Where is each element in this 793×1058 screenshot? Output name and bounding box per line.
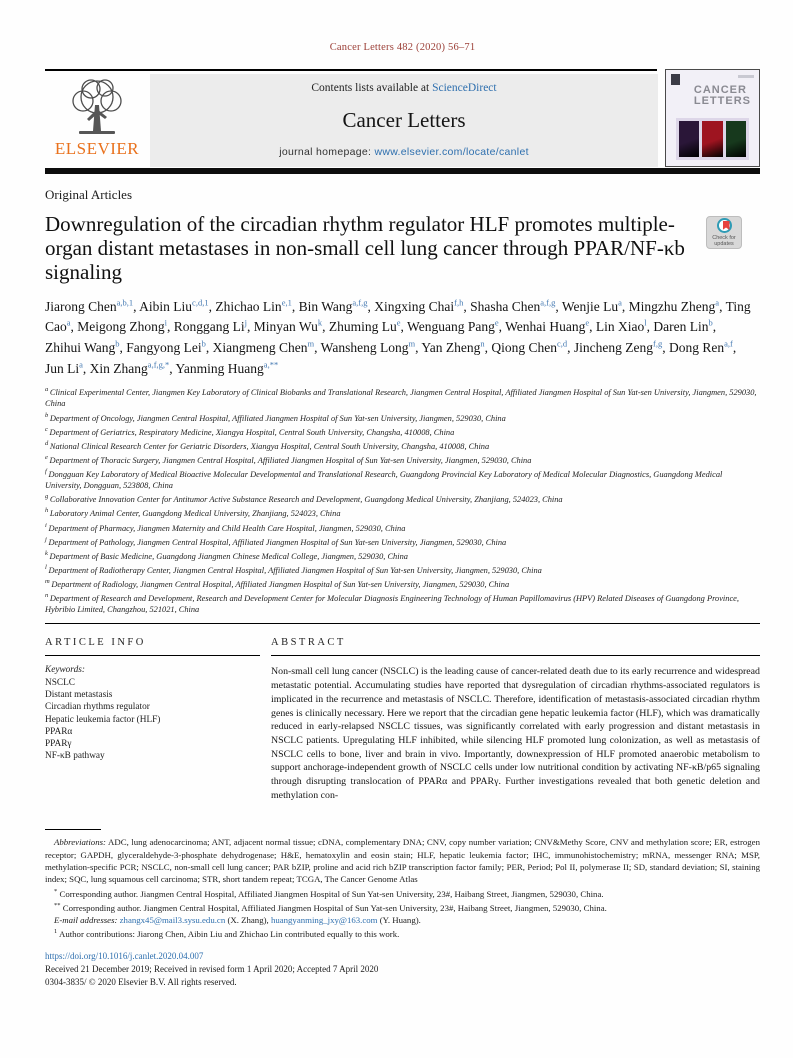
contrib-text: Author contributions: Jiarong Chen, Aibin Liu and Zhichao Lin contributed equally to this work. — [57, 929, 400, 940]
footnote-separator-rule — [45, 829, 101, 830]
journal-header — [45, 69, 760, 174]
author: Xiangmeng Chen$^m$, — [212, 338, 321, 356]
cover-journal-title — [694, 85, 751, 107]
affiliation: $^m$ Department of Radiology, Jiangmen Central Hospital, Affiliated Jiangmen Hospital of Sun Yat-sen University, Jiangmen, 529030, China — [45, 577, 510, 589]
email-addresses-line — [45, 914, 760, 926]
affiliation-list — [45, 384, 760, 615]
author: Dong Ren$^{a,f}$, — [668, 338, 737, 356]
author: Jun Li$^a$, — [45, 359, 90, 376]
author: Ronggang Li$^j$, — [173, 317, 254, 335]
corr1-text: Corresponding author. Jiangmen Central Hospital, Affiliated Jiangmen Hospital of Sun Yat-sen University, 23#, Haibang Street, Jiangmen, 529030, China. — [57, 888, 604, 899]
affiliation: $^a$ Clinical Experimental Center, Jiangmen Key Laboratory of Clinical Biobanks and Translational Research, Jiangmen Central Hospital, Affiliated Jiangmen Hospital of Sun Yat-sen University, Jiangmen, 529030, China — [45, 386, 757, 409]
author: Bin Wang$^{a,f,g}$, — [298, 297, 375, 314]
affiliation: $^h$ Laboratory Animal Center, Guangdong Medical University, Zhanjiang, 524023, China — [45, 507, 341, 519]
author: Minyan Wu$^k$, — [253, 317, 329, 335]
keyword-item: Circadian rhythms regulator — [45, 702, 150, 713]
author-contributions-note — [45, 926, 760, 940]
abbreviations-text: ADC, lung adenocarcinoma; ANT, adjacent normal tissue; cDNA, complementary DNA; CNV, copy number variation; CNV&Methy Score, CNV and methylation score; ER, estrogen receptor; GAPDH, glyceraldehyde-3-phosphate dehydrogenase; H&E, hematoxylin and eosin stain; HLF, hepatic leukemia factor; IHC, immunohistochemistry; mRNA, messenger RNA; MSP, methylation-specific PCR; NSCLC, non-small cell lung cancer; PAR bZIP, proline and acid rich bZIP transcription factor family; PER, Period; Pol II, polymerase II; SD, standard deviation; SI, staining index; SQC, lung squamous cell carcinoma; STR, short tandem repeat; TCGA, The Cancer Genome Atlas — [45, 837, 760, 885]
author: Meigong Zhong$^i$, — [77, 317, 174, 335]
corr2-marker: ** — [54, 901, 61, 909]
author: Zhichao Lin$^{e,1}$, — [215, 297, 299, 314]
section-divider-rule — [45, 623, 760, 624]
contrib-marker: 1 — [54, 928, 58, 936]
author: Mingzhu Zheng$^a$, — [628, 297, 726, 314]
cover-publisher-mark-icon — [671, 74, 680, 85]
affiliation: $^e$ Department of Thoracic Surgery, Jiangmen Central Hospital, Affiliated Jiangmen Hospital of Sun Yat-sen University, Jiangmen, 529030, China — [45, 453, 532, 465]
abbreviations-note — [45, 836, 760, 885]
author: Jincheng Zeng$^{f,g}$, — [573, 338, 669, 356]
affiliation: $^i$ Department of Pharmacy, Jiangmen Maternity and Child Health Care Hospital, Jiangmen, 529030, China — [45, 521, 406, 533]
author: Jiarong Chen$^{a,b,1}$, — [45, 297, 140, 314]
elsevier-logo — [47, 75, 147, 165]
journal-banner — [150, 74, 658, 167]
check-for-updates-icon — [717, 218, 732, 233]
cover-panel-image — [679, 121, 699, 157]
contents-line — [311, 82, 496, 94]
keyword-item: Distant metastasis — [45, 689, 113, 700]
email-link-zhang[interactable]: zhangx45@mail3.sysu.edu.cn — [119, 915, 226, 926]
abstract-heading: ABSTRACT — [271, 637, 760, 656]
author: Xin Zhang$^{a,f,g,*}$, — [89, 359, 176, 376]
corresponding-author-note-1 — [45, 886, 760, 900]
corresponding-author-note-2 — [45, 900, 760, 914]
author: Wenhai Huang$^e$, — [505, 317, 596, 335]
affiliation: $^d$ National Clinical Research Center for Geriatric Disorders, Xiangya Hospital, Central South University, Changsha, 410008, China — [45, 439, 490, 451]
article-type-label: Original Articles — [45, 187, 133, 202]
journal-cover-thumbnail — [665, 69, 760, 167]
header-top-rule — [45, 69, 657, 71]
author: Aibin Liu$^{c,d,1}$, — [139, 297, 216, 314]
author: Qiong Chen$^{c,d}$, — [491, 338, 574, 356]
article-info-column — [45, 637, 260, 802]
email-link-huang[interactable]: huangyanming_jxy@163.com — [270, 915, 378, 926]
author: Wenguang Pang$^e$, — [407, 317, 506, 335]
homepage-link[interactable]: www.elsevier.com/locate/canlet — [374, 146, 529, 158]
keywords-block — [45, 664, 260, 762]
header-bottom-bar — [45, 168, 760, 174]
email-label: E-mail addresses: — [54, 915, 118, 926]
article-title: Downregulation of the circadian rhythm regulator HLF promotes multiple-organ distant metastases in non-small cell lung cancer through PPAR/NF-κb signaling — [45, 212, 685, 284]
doi-link[interactable]: https://doi.org/10.1016/j.canlet.2020.04.007 — [45, 950, 204, 961]
keywords-label: Keywords: — [45, 665, 85, 676]
author: Wansheng Long$^m$, — [320, 338, 422, 356]
keyword-item: NF-κB pathway — [45, 751, 105, 762]
received-dates: Received 21 December 2019; Received in revised form 1 April 2020; Accepted 7 April 2020 — [45, 963, 379, 974]
affiliation: $^c$ Department of Geriatrics, Respiratory Medicine, Xiangya Hospital, Central South University, Changsha, 410008, China — [45, 425, 455, 437]
author: Shasha Chen$^{a,f,g}$, — [470, 297, 562, 314]
journal-title: Cancer Letters — [342, 107, 466, 132]
cover-panel-image — [702, 121, 722, 157]
elsevier-wordmark: ELSEVIER — [54, 139, 140, 158]
affiliation: $^k$ Department of Basic Medicine, Guangdong Jiangmen Chinese Medical College, Jiangmen, 529030, China — [45, 549, 408, 561]
author: Zhuming Lu$^e$, — [328, 317, 408, 335]
author: Lin Xiao$^l$, — [595, 317, 654, 335]
check-for-updates-label: Check for updates — [712, 235, 736, 247]
author-list — [45, 294, 751, 377]
author: Zhihui Wang$^b$, — [45, 338, 127, 356]
keyword-item: PPARγ — [45, 739, 72, 750]
affiliation: $^g$ Collaborative Innovation Center for Antitumor Active Substance Research and Development, Guangdong Medical University, Zhanjiang, 524023, China — [45, 493, 563, 505]
abstract-text: Non-small cell lung cancer (NSCLC) is the leading cause of cancer-related death due to its early recurrence and widespread metastatic potential. Accumulating studies have reported that dysregulation of circadian rhythms-associated regulators is implicated in the recurrence and metastasis of NSCLC. Therefore, identification of metastasis-associated circadian rhythm genes is clinically necessary. Here we report that the circadian gene hepatic leukemia factor (HLF), which was dramatically reduced in early-relapsed NSCLC tissues, was significantly correlated with early progression and distant metastasis in NSCLC patients. Upregulating HLF inhibited, while silencing HLF promoted lung colonization, as well as metastasis of NSCLC cells to bone, liver and brain in vivo. Importantly, downexpression of HLF promoted anaerobic metabolism to support anchorage-independent growth of NSCLC cells under low nutritional condition by activating NF-κB/p65 signaling through disrupting translocation of PPARα and PPARγ. Further investigations revealed that both genetic deletion and methylation con- — [271, 666, 760, 801]
cover-panel-image — [726, 121, 746, 157]
abstract-column — [271, 637, 760, 802]
author: Wenjie Lu$^a$, — [561, 297, 629, 314]
copyright-line: 0304-3835/ © 2020 Elsevier B.V. All rights reserved. — [45, 976, 237, 987]
cover-issn-decoration — [738, 75, 754, 78]
cover-title-line2: LETTERS — [693, 95, 751, 107]
info-abstract-section — [45, 637, 760, 802]
title-row — [45, 212, 760, 284]
contents-line-text: Contents lists available at — [311, 82, 433, 94]
homepage-label: journal homepage: — [279, 146, 375, 158]
cover-image-panels — [676, 118, 749, 160]
affiliation: $^l$ Department of Radiotherapy Center, Jiangmen Central Hospital, Affiliated Jiangmen Hospital of Sun Yat-sen University, Jiangmen, 529030, China — [45, 563, 542, 575]
affiliation: $^n$ Department of Research and Development, Research and Development Center for Molecular Diagnosis Engineering Technology of Human Papillomavirus (HPV) Related Diseases of Guangdong Province, Hybribio Limited, Changzhou, 521021, China — [45, 592, 739, 615]
sciencedirect-link[interactable]: ScienceDirect — [432, 82, 497, 94]
author: Ting Cao$^a$, — [45, 298, 751, 335]
footnotes-block — [45, 836, 760, 940]
check-for-updates-badge[interactable] — [706, 216, 742, 249]
affiliation: $^j$ Department of Pathology, Jiangmen Central Hospital, Affiliated Jiangmen Hospital of Sun Yat-sen University, Jiangmen, 529030, China — [45, 535, 507, 547]
abbreviations-label: Abbreviations: — [54, 837, 106, 848]
affiliation: $^b$ Department of Oncology, Jiangmen Central Hospital, Affiliated Jiangmen Hospital of Sun Yat-sen University, Jiangmen, 529030, China — [45, 411, 506, 423]
author: Fangyong Lei$^b$, — [126, 338, 213, 356]
cover-title-line1: CANCER — [693, 84, 747, 96]
author: Yan Zheng$^n$, — [421, 338, 492, 356]
keyword-item: Hepatic leukemia factor (HLF) — [45, 714, 161, 725]
corr2-text: Corresponding author. Jiangmen Central Hospital, Affiliated Jiangmen Hospital of Sun Yat-sen University, 23#, Haibang Street, Jiangmen, 529030, China. — [60, 902, 607, 913]
elsevier-tree-icon — [47, 75, 147, 141]
email1-suffix: (X. Zhang), — [225, 915, 271, 926]
keyword-item: PPARα — [45, 726, 73, 737]
corr1-marker: * — [54, 887, 58, 895]
affiliation: $^f$ Dongguan Key Laboratory of Medical Bioactive Molecular Developmental and Translational Research, Guangdong Provincial Key Laboratory of Medical Molecular Diagnostics, Guangdong Medical University, Dongguan, 523808, China — [45, 467, 723, 491]
keyword-list — [45, 677, 260, 763]
article-footer — [45, 950, 760, 989]
author: Daren Lin$^b$, — [653, 317, 717, 335]
article-info-heading: ARTICLE INFO — [45, 637, 260, 656]
running-head-citation: Cancer Letters 482 (2020) 56–71 — [329, 42, 476, 53]
keyword-item: NSCLC — [45, 677, 75, 688]
homepage-line — [279, 146, 529, 158]
author: Xingxing Chai$^{f,h}$, — [374, 297, 471, 314]
author: Yanming Huang$^{a,**}$ — [175, 359, 279, 376]
email2-suffix: (Y. Huang). — [377, 915, 421, 926]
